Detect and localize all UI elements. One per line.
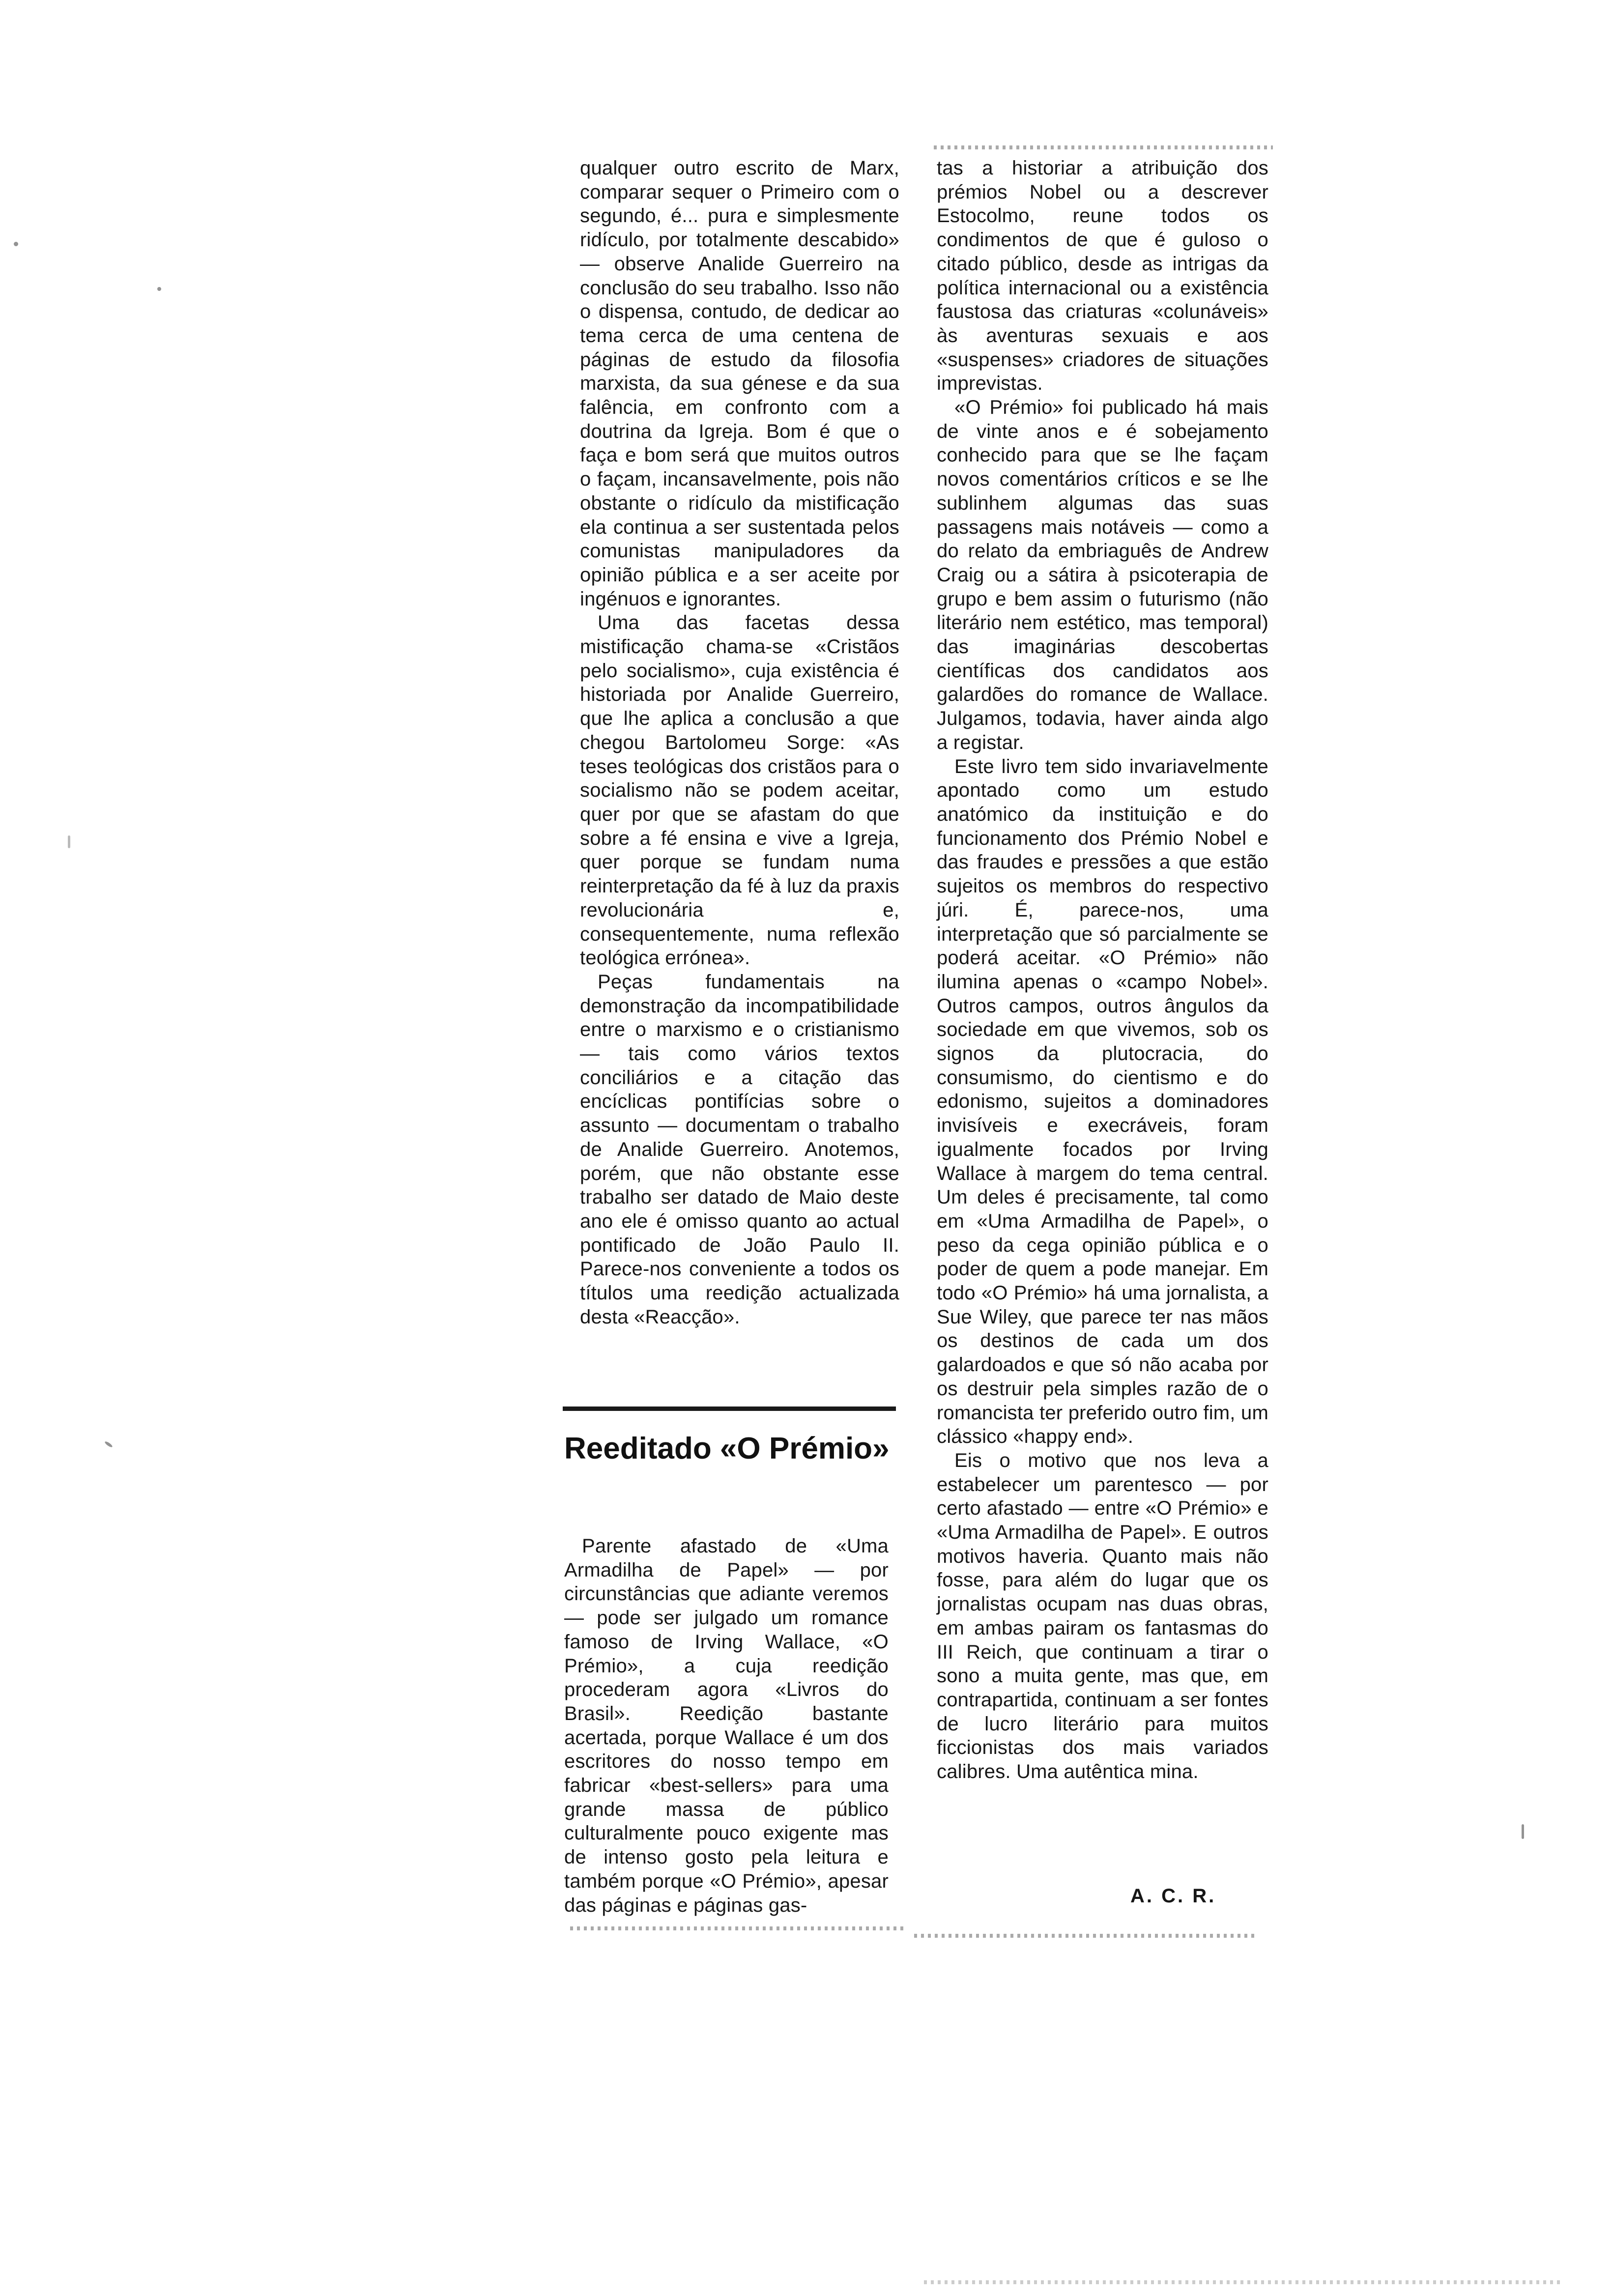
scan-speck (68, 835, 70, 848)
scan-smudge (934, 145, 1273, 149)
scan-speck (104, 1440, 113, 1448)
right-column (937, 156, 1268, 1784)
paragraph: Este livro tem sido invariavelmente apontado como um estudo anatómico da instituição e do funcionamento dos Prémio Nobel e das fraudes e pressões a que estão sujeitos os membros do respectivo júri. É, parece-nos, uma interpretação que só parcialmente se poderá aceitar. «O Prémio» não ilumina apenas o «campo Nobel». Outros campos, outros ângulos da sociedade em que vivemos, sob os signos da plutocracia, do consumismo, do cientismo e do edonismo, sujeitos a dominadores invisíveis e execráveis, foram igualmente focados por Irving Wallace à margem do tema central. Um deles é precisamente, tal como em «Uma Armadilha de Papel», o peso da cega opinião pública e o poder de quem a pode manejar. Em todo «O Prémio» há uma jornalista, a Sue Wiley, que parece ter nas mãos os destinos de cada um dos galardoados e que só não acaba por os destruir pela simples razão de o romancista ter preferido outro fim, um clássico «happy end». (937, 755, 1268, 1448)
left-column-top (580, 156, 899, 1329)
paragraph: Peças fundamentais na demonstração da incompatibilidade entre o marxismo e o cristianismo — tais como vários textos conciliários e a citação das encíclicas pontifícias sobre o assunto — documentam o trabalho de Analide Guerreiro. Anotemos, porém, que não obstante esse trabalho ser datado de Maio deste ano ele é omisso quanto ao actual pontificado de João Paulo II. Parece-nos conveniente a todos os títulos uma reedição actualizada desta «Reacção». (580, 971, 899, 1328)
scan-speck (157, 287, 161, 291)
paragraph: Eis o motivo que nos leva a estabelecer um parentesco — por certo afastado — entre «O Prémio» e «Uma Armadilha de Papel». E outros motivos haveria. Quanto mais não fosse, para além do lugar que os jornalistas ocupam nas duas obras, em ambas pairam os fantasmas do III Reich, que continuam a tirar o sono a muita gente, mas que, em contrapartida, continuam a ser fontes de lucro literário para muitos ficcionistas dos mais variados calibres. Uma autêntica mina. (937, 1449, 1268, 1783)
left-column-bottom (564, 1534, 889, 1917)
paragraph: Parente afastado de «Uma Armadilha de Papel» — por circunstâncias que adiante veremos — pode ser julgado um romance famoso de Irving Wallace, «O Prémio», a cuja reedição procederam agora «Livros do Brasil». Reedição bastante acertada, porque Wallace é um dos escritores do nosso tempo em fabricar «best-sellers» para uma grande massa de público culturalmente pouco exigente mas de intenso gosto pela leitura e também porque «O Prémio», apesar das páginas e páginas gas- (564, 1535, 889, 1916)
scan-speck (1522, 1824, 1524, 1839)
paragraph: Uma das facetas dessa mistificação chama-se «Cristãos pelo socialismo», cuja existência é historiada por Analide Guerreiro, que lhe aplica a conclusão a que chegou Bartolomeu Sorge: «As teses teológicas dos cristãos para o socialismo não se podem aceitar, quer por que se afastam do que sobre a fé ensina e vive a Igreja, quer porque se fundam numa reinterpretação da fé à luz da praxis revolucionária e, consequentemente, numa reflexão teológica errónea». (580, 612, 899, 969)
headline: Reeditado «O Prémio» (564, 1432, 890, 1465)
section-divider (563, 1406, 896, 1411)
paragraph: qualquer outro escrito de Marx, comparar sequer o Primeiro com o segundo, é... pura e simplesmente ridículo, por totalmente descabido» — observe Analide Guerreiro na conclusão do seu trabalho. Isso não o dispensa, contudo, de dedicar ao tema cerca de uma centena de páginas de estudo da filosofia marxista, da sua génese e da sua falência, em confronto com a doutrina da Igreja. Bom é que o faça e bom será que muitos outros o façam, incansavelmente, pois não obstante o ridículo da mistificação ela continua a ser sustentada pelos comunistas manipuladores da opinião pública e a ser aceite por ingénuos e ignorantes. (580, 157, 899, 610)
scan-smudge (924, 2280, 1563, 2284)
paragraph: «O Prémio» foi publicado há mais de vinte anos e é sobejamento conhecido para que se lhe façam novos comentários críticos e se lhe sublinhem algumas das suas passagens mais notáveis — como a do relato da embriaguês de Andrew Craig ou a sátira à psicoterapia de grupo e bem assim o futurismo (não literário nem estético, mas temporal) das imaginárias descobertas científicas dos candidatos aos galardões do romance de Wallace. Julgamos, todavia, haver ainda algo a registar. (937, 397, 1268, 753)
author-signature: A. C. R. (1130, 1885, 1216, 1907)
scan-smudge (914, 1934, 1258, 1938)
scan-speck (14, 242, 18, 246)
paragraph: tas a historiar a atribuição dos prémios Nobel ou a descrever Estocolmo, reune todos os condimentos de que é guloso o citado público, desde as intrigas da política internacional ou a existência faustosa das criaturas «colunáveis» às aventuras sexuais e aos «suspenses» criadores de situações imprevistas. (937, 157, 1268, 395)
scan-smudge (570, 1926, 904, 1930)
